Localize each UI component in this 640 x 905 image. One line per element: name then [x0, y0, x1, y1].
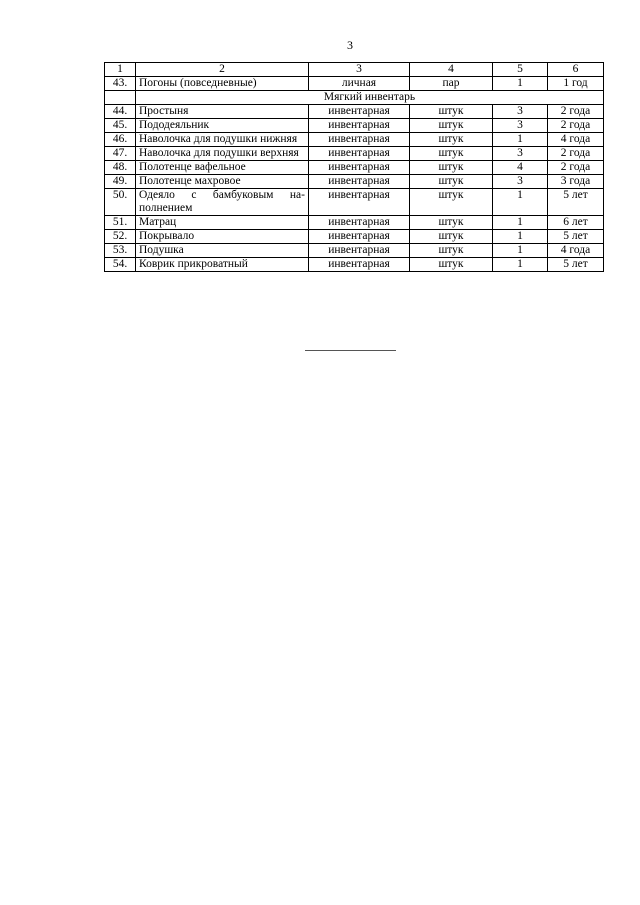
item-name: Наволочка для подушки верхняя	[136, 147, 309, 161]
item-type: инвентарная	[309, 119, 410, 133]
item-name: Полотенце вафельное	[136, 161, 309, 175]
item-term: 4 года	[548, 133, 604, 147]
item-term: 3 года	[548, 175, 604, 189]
table-row	[105, 175, 604, 189]
item-term: 1 год	[548, 77, 604, 91]
item-unit: штук	[410, 244, 493, 258]
table-row	[105, 105, 604, 119]
item-unit: штук	[410, 230, 493, 244]
item-type: инвентарная	[309, 189, 410, 216]
item-quantity: 1	[493, 189, 548, 216]
item-unit: штук	[410, 147, 493, 161]
item-type: инвентарная	[309, 175, 410, 189]
item-name: Подушка	[136, 244, 309, 258]
table-row	[105, 244, 604, 258]
item-type: инвентарная	[309, 133, 410, 147]
table-row	[105, 147, 604, 161]
table-row	[105, 161, 604, 175]
row-number: 48.	[105, 161, 136, 175]
table-row	[105, 258, 604, 272]
item-term: 4 года	[548, 244, 604, 258]
item-name: Погоны (повседневные)	[136, 77, 309, 91]
item-name: Простыня	[136, 105, 309, 119]
item-unit: штук	[410, 216, 493, 230]
item-type: инвентарная	[309, 244, 410, 258]
item-quantity: 3	[493, 105, 548, 119]
item-type: инвентарная	[309, 147, 410, 161]
table-row	[105, 189, 604, 216]
item-name: Наволочка для подушки нижняя	[136, 133, 309, 147]
column-header: 6	[548, 63, 604, 77]
section-title: Мягкий инвентарь	[136, 91, 604, 105]
section-row	[105, 91, 604, 105]
item-name: Коврик прикроватный	[136, 258, 309, 272]
item-name: Одеяло с бамбуковым на-полнением	[136, 189, 309, 216]
item-quantity: 4	[493, 161, 548, 175]
column-header: 3	[309, 63, 410, 77]
item-type: инвентарная	[309, 258, 410, 272]
item-unit: пар	[410, 77, 493, 91]
item-unit: штук	[410, 189, 493, 216]
item-name: Матрац	[136, 216, 309, 230]
row-number: 45.	[105, 119, 136, 133]
row-number: 50.	[105, 189, 136, 216]
column-header: 5	[493, 63, 548, 77]
item-quantity: 1	[493, 258, 548, 272]
item-quantity: 3	[493, 119, 548, 133]
item-term: 6 лет	[548, 216, 604, 230]
column-header: 1	[105, 63, 136, 77]
row-number: 49.	[105, 175, 136, 189]
item-quantity: 3	[493, 147, 548, 161]
item-quantity: 1	[493, 230, 548, 244]
item-unit: штук	[410, 105, 493, 119]
inventory-rows	[105, 105, 604, 272]
item-quantity: 3	[493, 175, 548, 189]
item-type: инвентарная	[309, 216, 410, 230]
item-name: Полотенце махровое	[136, 175, 309, 189]
column-header: 2	[136, 63, 309, 77]
item-unit: штук	[410, 161, 493, 175]
table-row	[105, 119, 604, 133]
table-row	[105, 77, 604, 91]
footer-rule	[305, 350, 396, 351]
item-term: 2 года	[548, 105, 604, 119]
item-type: личная	[309, 77, 410, 91]
item-term: 5 лет	[548, 230, 604, 244]
item-term: 2 года	[548, 161, 604, 175]
item-unit: штук	[410, 258, 493, 272]
item-term: 5 лет	[548, 189, 604, 216]
table-row	[105, 133, 604, 147]
item-quantity: 1	[493, 77, 548, 91]
item-unit: штук	[410, 119, 493, 133]
inventory-table	[104, 62, 604, 272]
item-quantity: 1	[493, 133, 548, 147]
row-number: 54.	[105, 258, 136, 272]
item-term: 2 года	[548, 119, 604, 133]
page-number: 3	[347, 38, 353, 52]
item-term: 5 лет	[548, 258, 604, 272]
item-quantity: 1	[493, 216, 548, 230]
item-quantity: 1	[493, 244, 548, 258]
column-header: 4	[410, 63, 493, 77]
table-row	[105, 230, 604, 244]
item-unit: штук	[410, 133, 493, 147]
row-number: 46.	[105, 133, 136, 147]
section-spacer	[105, 91, 136, 105]
item-term: 2 года	[548, 147, 604, 161]
item-type: инвентарная	[309, 230, 410, 244]
item-name: Покрывало	[136, 230, 309, 244]
row-number: 53.	[105, 244, 136, 258]
item-unit: штук	[410, 175, 493, 189]
row-number: 47.	[105, 147, 136, 161]
row-number: 43.	[105, 77, 136, 91]
table-row	[105, 216, 604, 230]
table-header-row	[105, 63, 604, 77]
item-type: инвентарная	[309, 105, 410, 119]
row-number: 44.	[105, 105, 136, 119]
item-name: Пододеяльник	[136, 119, 309, 133]
row-number: 51.	[105, 216, 136, 230]
row-number: 52.	[105, 230, 136, 244]
item-type: инвентарная	[309, 161, 410, 175]
